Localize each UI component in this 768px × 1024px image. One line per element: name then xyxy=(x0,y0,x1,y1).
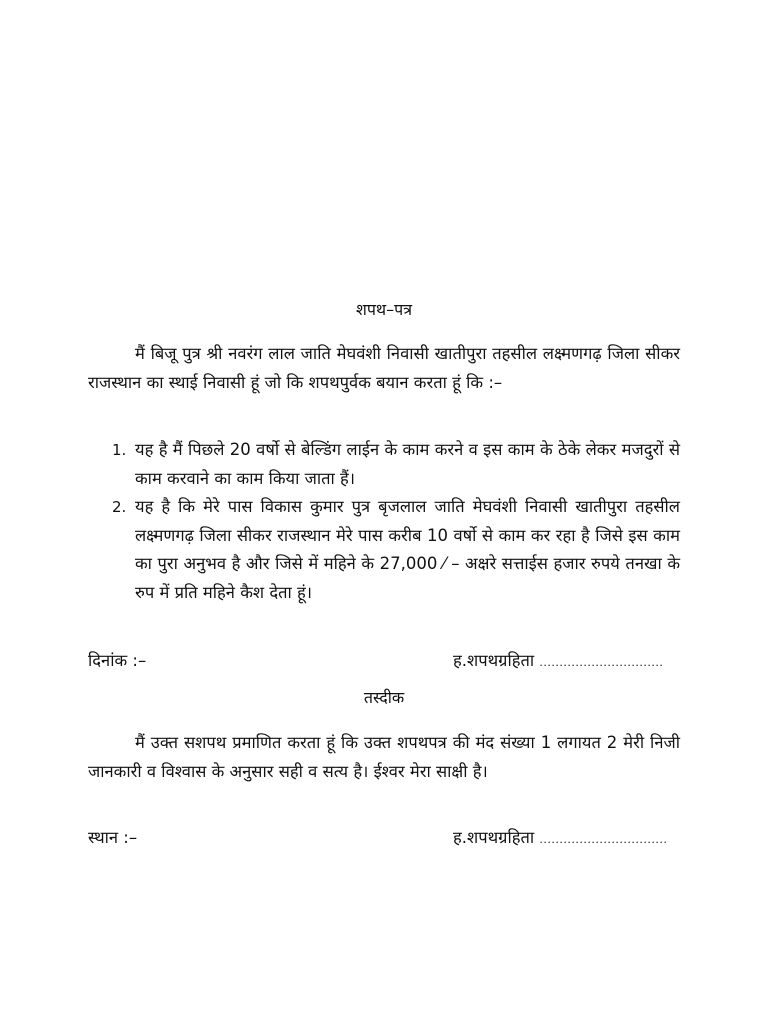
place-label: स्थान :– xyxy=(88,828,138,847)
document-title: शपथ–पत्र xyxy=(355,300,413,319)
list-item-text: यह है कि मेरे पास विकास कुमार पुत्र बृजलाल जाति मेघवंशी निवासी खातीपुरा तहसील लक्ष्मणगढ़ जिला सीकर राजस्थान मेरे पास करीब 10 वर्षो से काम कर रहा है जिसे इस काम का पुरा अनुभव है और जिसे में महिने के 27,000 ⁄ – अक्षरे सत्ताईस हजार रुपये तनखा के रुप में प्रति महिने कैश देता हूं। xyxy=(135,497,680,602)
list-item-text: यह है मैं पिछले 20 वर्षो से बेल्डिंग लाईन के काम करने व इस काम के ठेके लेकर मजदुरों से काम करवाने का काम किया जाता हैं। xyxy=(135,440,680,488)
list-item-number: 2. xyxy=(112,498,127,516)
signature-line-2: ................................ xyxy=(539,833,668,846)
statement-list xyxy=(88,436,680,607)
signature-label-2: ह.शपथग्रहिता xyxy=(453,828,535,847)
deponent-signature-2 xyxy=(453,825,667,848)
intro-paragraph: मैं बिजू पुत्र श्री नवरंग लाल जाति मेघवंशी निवासी खातीपुरा तहसील लक्ष्मणगढ़ जिला सीकर राजस्थान का स्थाई निवासी हूं जो कि शपथपुर्वक बयान करता हूं कि :– xyxy=(88,344,680,392)
list-item xyxy=(88,493,680,607)
list-item-number: 1. xyxy=(112,441,127,459)
verification-title: तस्दीक xyxy=(363,688,405,707)
place-signature-row xyxy=(88,825,680,849)
list-item xyxy=(88,436,680,493)
signature-label: ह.शपथग्रहिता xyxy=(453,651,535,670)
signature-line: ............................... xyxy=(539,656,664,669)
date-signature-row xyxy=(88,648,680,672)
verification-paragraph: मैं उक्त सशपथ प्रमाणित करता हूं कि उक्त शपथपत्र की मंद संख्या 1 लगायत 2 मेरी निजी जानकारी व विश्वास के अनुसार सही व सत्य है। ईश्वर मेरा साक्षी है। xyxy=(88,733,680,781)
date-label: दिनांक :– xyxy=(88,651,147,670)
deponent-signature xyxy=(453,648,663,671)
